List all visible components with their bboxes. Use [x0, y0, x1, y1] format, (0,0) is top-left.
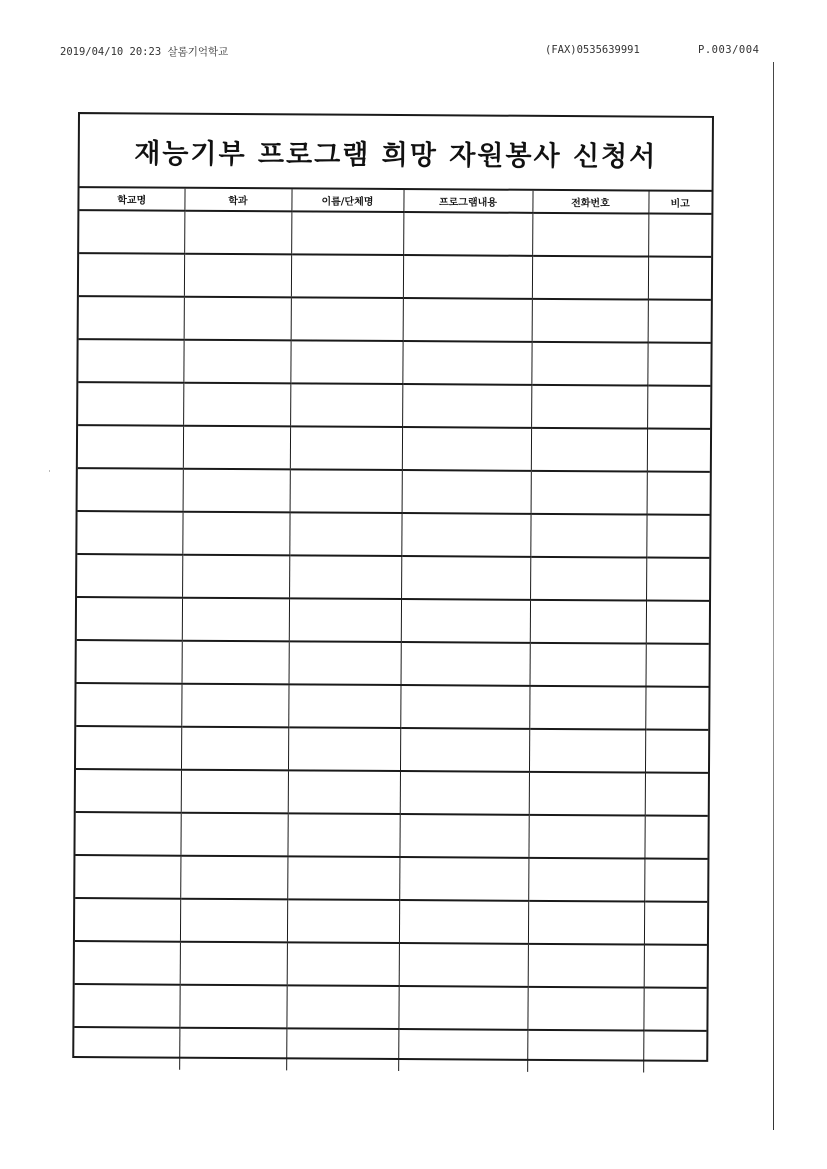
fax-datetime-sender: 2019/04/10 20:23 살롬기억학교 [60, 46, 229, 58]
cell-school [78, 425, 183, 469]
cell-name-group [290, 426, 402, 470]
cell-school [76, 769, 181, 813]
cell-school [79, 253, 184, 297]
cell-school [77, 511, 182, 555]
table-row [79, 253, 711, 300]
cell-name-group [291, 297, 403, 341]
cell-remarks [646, 558, 709, 601]
cell-name-group [289, 512, 401, 556]
cell-department [184, 211, 291, 255]
table-row [78, 468, 710, 515]
cell-program-content [400, 685, 529, 729]
cell-name-group [287, 813, 399, 857]
cell-remarks [647, 386, 710, 429]
form-title: 재능기부 프로그램 희망 자원봉사 신청서 [80, 114, 712, 192]
cell-phone [531, 471, 647, 515]
cell-remarks [647, 472, 710, 515]
cell-remarks [647, 429, 710, 472]
cell-remarks [648, 300, 711, 343]
table-row [75, 898, 707, 945]
table-row [75, 941, 707, 988]
cell-phone [532, 256, 648, 300]
cell-department [183, 469, 290, 513]
table-row [76, 769, 708, 816]
cell-school [76, 683, 181, 727]
column-header-department: 학과 [184, 189, 291, 212]
cell-remarks [644, 816, 707, 859]
cell-remarks [644, 945, 707, 988]
cell-department [181, 727, 288, 771]
cell-program-content [403, 212, 532, 256]
scan-edge-line [773, 62, 774, 1130]
table-row [78, 339, 710, 386]
cell-phone [530, 557, 646, 601]
cell-school [75, 855, 180, 899]
cell-phone [529, 772, 645, 816]
cell-program-content [398, 986, 527, 1030]
cell-program-content [402, 470, 531, 514]
cell-remarks [643, 1031, 706, 1073]
cell-school [75, 941, 180, 985]
cell-phone [530, 514, 646, 558]
table-body [74, 210, 711, 1073]
cell-name-group [289, 641, 401, 685]
cell-name-group [287, 856, 399, 900]
cell-phone [531, 342, 647, 386]
cell-program-content [400, 728, 529, 772]
table-row [78, 425, 710, 472]
cell-program-content [402, 341, 531, 385]
application-table [74, 188, 711, 1073]
cell-department [184, 254, 291, 298]
cell-department [180, 899, 287, 943]
cell-name-group [291, 254, 403, 298]
table-row [75, 855, 707, 902]
cell-department [180, 856, 287, 900]
cell-department [179, 1028, 286, 1071]
cell-phone [531, 428, 647, 472]
cell-phone [531, 385, 647, 429]
table-row [74, 1027, 706, 1073]
fax-number: (FAX)0535639991 [545, 44, 640, 56]
cell-phone [530, 600, 646, 644]
cell-remarks [646, 601, 709, 644]
cell-school [74, 1027, 179, 1070]
cell-program-content [402, 427, 531, 471]
cell-name-group [290, 340, 402, 384]
cell-name-group [288, 770, 400, 814]
cell-name-group [287, 942, 399, 986]
table-row [78, 382, 710, 429]
cell-program-content [400, 771, 529, 815]
cell-school [77, 597, 182, 641]
cell-name-group [288, 727, 400, 771]
cell-department [182, 641, 289, 685]
cell-school [79, 296, 184, 340]
cell-phone [530, 643, 646, 687]
table-row [76, 683, 708, 730]
cell-school [76, 726, 181, 770]
cell-remarks [645, 773, 708, 816]
cell-program-content [401, 599, 530, 643]
cell-program-content [401, 513, 530, 557]
cell-department [182, 512, 289, 556]
cell-program-content [402, 384, 531, 428]
cell-program-content [403, 298, 532, 342]
cell-school [77, 640, 182, 684]
cell-remarks [643, 988, 706, 1031]
table-row [77, 554, 709, 601]
cell-remarks [648, 257, 711, 300]
column-header-phone: 전화번호 [532, 191, 648, 214]
cell-name-group [288, 684, 400, 728]
cell-school [79, 210, 184, 254]
cell-phone [532, 299, 648, 343]
cell-program-content [398, 1029, 527, 1072]
cell-department [183, 383, 290, 427]
cell-remarks [645, 730, 708, 773]
cell-remarks [644, 902, 707, 945]
cell-remarks [648, 214, 711, 257]
cell-department [182, 555, 289, 599]
cell-phone [528, 901, 644, 945]
cell-department [182, 598, 289, 642]
cell-name-group [289, 598, 401, 642]
cell-program-content [399, 857, 528, 901]
cell-program-content [401, 556, 530, 600]
table-row [79, 210, 711, 257]
cell-school [78, 382, 183, 426]
cell-program-content [399, 814, 528, 858]
cell-school [78, 339, 183, 383]
cell-department [181, 770, 288, 814]
table-row [76, 726, 708, 773]
cell-phone [527, 987, 643, 1031]
cell-school [75, 898, 180, 942]
cell-department [180, 942, 287, 986]
cell-remarks [644, 859, 707, 902]
column-header-name-group: 이름/단체명 [291, 189, 403, 212]
cell-name-group [291, 211, 403, 255]
cell-phone [529, 686, 645, 730]
cell-program-content [399, 900, 528, 944]
cell-name-group [286, 1028, 398, 1071]
application-form [72, 112, 714, 1062]
cell-name-group [289, 555, 401, 599]
cell-department [180, 813, 287, 857]
cell-school [75, 812, 180, 856]
cell-department [179, 985, 286, 1029]
column-header-school: 학교명 [79, 188, 184, 211]
cell-department [184, 297, 291, 341]
cell-name-group [287, 899, 399, 943]
cell-remarks [646, 515, 709, 558]
cell-remarks [647, 343, 710, 386]
cell-phone [532, 213, 648, 257]
column-header-program-content: 프로그램내용 [403, 190, 532, 213]
table-row [79, 296, 711, 343]
table-row [77, 597, 709, 644]
cell-phone [529, 729, 645, 773]
cell-department [181, 684, 288, 728]
cell-name-group [290, 469, 402, 513]
cell-phone [528, 944, 644, 988]
scan-speck [49, 470, 50, 472]
column-header-remarks: 비고 [648, 192, 711, 214]
cell-name-group [290, 383, 402, 427]
cell-remarks [646, 644, 709, 687]
cell-phone [527, 1030, 643, 1073]
fax-page-number: P.003/004 [698, 44, 760, 56]
cell-program-content [403, 255, 532, 299]
table-row [77, 640, 709, 687]
cell-name-group [286, 985, 398, 1029]
cell-school [74, 984, 179, 1028]
cell-remarks [645, 687, 708, 730]
cell-phone [528, 815, 644, 859]
cell-program-content [401, 642, 530, 686]
cell-department [183, 340, 290, 384]
cell-phone [528, 858, 644, 902]
cell-school [77, 554, 182, 598]
table-row [74, 984, 706, 1031]
cell-program-content [399, 943, 528, 987]
cell-department [183, 426, 290, 470]
fax-header [0, 44, 827, 60]
table-row [77, 511, 709, 558]
table-row [75, 812, 707, 859]
cell-school [78, 468, 183, 512]
